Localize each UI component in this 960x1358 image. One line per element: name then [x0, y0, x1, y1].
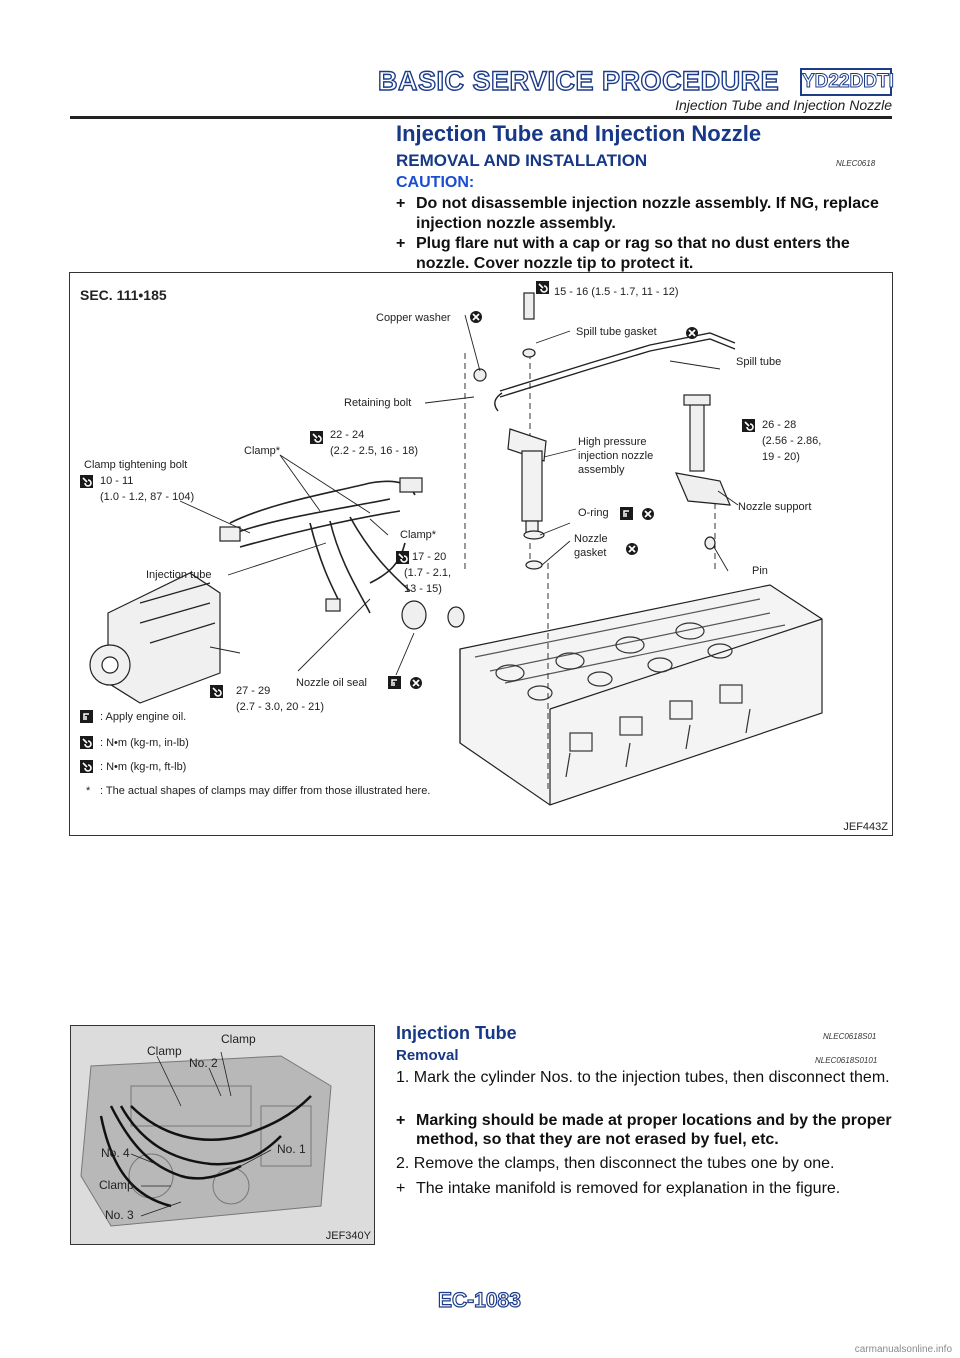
section-subtitle: REMOVAL AND INSTALLATION: [396, 151, 648, 170]
photo-label-clamp-left: Clamp: [147, 1044, 182, 1058]
photo-label-no2: No. 2: [189, 1056, 218, 1070]
section-code: NLEC0618: [836, 159, 876, 168]
nozzle-support: [676, 395, 730, 549]
legend-inlb: : N•m (kg-m, in-lb): [100, 737, 189, 749]
bullet-icon: +: [396, 1112, 406, 1129]
label-spill-tube: Spill tube: [736, 356, 782, 368]
label-copper-washer: Copper washer: [376, 312, 451, 324]
label-clamp-2: Clamp*: [400, 529, 437, 541]
label-nozzle-support: Nozzle support: [738, 501, 812, 513]
injection-nozzle: [508, 429, 546, 569]
photo-label-no4: No. 4: [101, 1146, 130, 1160]
subsection-code: NLEC0618S01: [823, 1032, 877, 1041]
removal-heading: Removal: [396, 1047, 459, 1064]
legend-star-mark: *: [86, 785, 91, 797]
caution-label: CAUTION:: [396, 174, 475, 191]
removal-code: NLEC0618S0101: [815, 1056, 878, 1065]
figure-code: JEF443Z: [843, 821, 888, 833]
header-subtitle: Injection Tube and Injection Nozzle: [675, 97, 892, 113]
injection-tube-photo: [70, 1025, 375, 1245]
label-torque-nozzle-a: 26 - 28: [762, 419, 797, 431]
page-number: EC-1083: [438, 1289, 521, 1312]
bullet-icon: +: [396, 195, 406, 212]
watermark: carmanualsonline.info: [854, 1344, 952, 1355]
legend-oil: : Apply engine oil.: [100, 711, 187, 723]
legend-clamp-note: : The actual shapes of clamps may differ from those illustrated here.: [100, 785, 431, 797]
step-1-text: 1. Mark the cylinder Nos. to the injection tubes, then disconnect them.: [396, 1069, 890, 1086]
label-retaining-bolt: Retaining bolt: [344, 397, 412, 409]
label-torque-clamp-b: (2.2 - 2.5, 16 - 18): [330, 445, 419, 457]
label-torque-nozzle-c: 19 - 20): [762, 451, 800, 463]
section-title: Injection Tube and Injection Nozzle: [396, 121, 762, 146]
label-high-pressure-1: High pressure: [578, 436, 647, 448]
label-nozzle-gasket-2: gasket: [574, 547, 607, 559]
cylinder-head: [460, 585, 822, 805]
label-o-ring: O-ring: [578, 507, 609, 519]
exploded-diagram: [69, 272, 893, 836]
label-torque-clamp-a: 22 - 24: [330, 429, 365, 441]
label-torque-seal-a: 27 - 29: [236, 685, 271, 697]
label-torque-tube-c: 13 - 15): [404, 583, 442, 595]
bullet-icon: +: [396, 1180, 406, 1197]
photo-label-no1: No. 1: [277, 1142, 306, 1156]
model-badge: YD22DDTI: [800, 68, 892, 96]
label-spill-gasket: Spill tube gasket: [576, 326, 657, 338]
bullet-icon: +: [396, 235, 406, 252]
label-high-pressure-2: injection nozzle: [578, 450, 654, 462]
label-torque-nozzle-b: (2.56 - 2.86,: [762, 435, 822, 447]
legend-ftlb: : N•m (kg-m, ft-lb): [100, 761, 187, 773]
label-torque-ctb-b: (1.0 - 1.2, 87 - 104): [100, 491, 195, 503]
bullet-intake: + The intake manifold is removed for explanation in the figure.: [396, 1180, 841, 1197]
injection-tubes: [230, 481, 415, 613]
label-torque-tube-a: 17 - 20: [412, 551, 447, 563]
photo-label-clamp-right: Clamp: [221, 1032, 256, 1046]
bullet-marking: + Marking should be made at proper locations and by the proper method, so that they are not erased by fuel, etc.: [396, 1112, 892, 1148]
label-nozzle-gasket-1: Nozzle: [574, 533, 608, 545]
step-2: 2. Remove the clamps, then disconnect the tubes one by one.: [396, 1155, 835, 1172]
caution-bullet-1: + Do not disassemble injection nozzle assembly. If NG, replace injection nozzle assembly.: [396, 195, 879, 232]
photo-code: JEF340Y: [325, 1230, 371, 1242]
step-1: [396, 1068, 892, 1087]
subsection-title: Injection Tube: [396, 1023, 517, 1043]
sec-label: SEC. 111•185: [80, 287, 167, 303]
header-rule: [70, 116, 892, 119]
label-torque-seal-b: (2.7 - 3.0, 20 - 21): [236, 701, 325, 713]
photo-label-no3: No. 3: [105, 1208, 134, 1222]
label-injection-tube: Injection tube: [146, 569, 212, 581]
label-nozzle-oil-seal: Nozzle oil seal: [296, 677, 367, 689]
label-high-pressure-3: assembly: [578, 464, 625, 476]
label-torque-top: 15 - 16 (1.5 - 1.7, 11 - 12): [554, 286, 679, 298]
label-clamp-1: Clamp*: [244, 445, 281, 457]
label-clamp-tightening-bolt: Clamp tightening bolt: [84, 459, 188, 471]
photo-label-clamp-bottom: Clamp: [99, 1178, 134, 1192]
injection-pump: [90, 573, 220, 703]
caution-bullet-2: + Plug flare nut with a cap or rag so that no dust enters the nozzle. Cover nozzle tip to protect it.: [396, 235, 850, 272]
label-torque-tube-b: (1.7 - 2.1,: [404, 567, 452, 579]
label-pin: Pin: [752, 565, 768, 577]
header-title: BASIC SERVICE PROCEDURE: [378, 66, 780, 96]
label-torque-ctb-a: 10 - 11: [100, 475, 134, 487]
